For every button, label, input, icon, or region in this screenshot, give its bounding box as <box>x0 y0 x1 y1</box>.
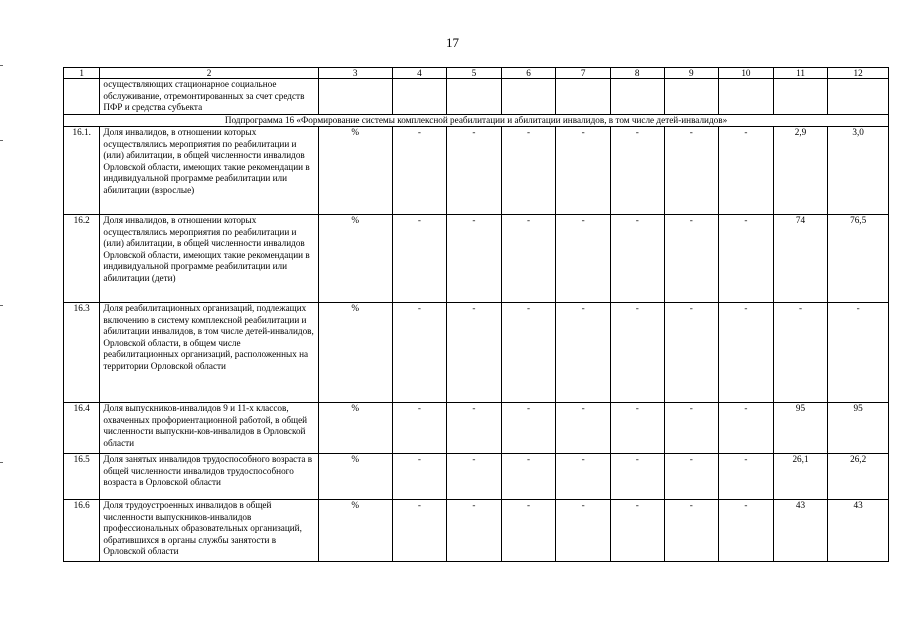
indicator-value: - <box>664 403 719 454</box>
indicator-number: 16.3 <box>64 303 100 403</box>
empty-cell <box>610 79 664 115</box>
empty-cell <box>773 79 828 115</box>
indicator-number: 16.1. <box>64 127 100 215</box>
indicator-value: - <box>447 303 502 403</box>
indicator-value: - <box>773 303 828 403</box>
indicator-value: 3,0 <box>828 127 889 215</box>
indicator-value: - <box>392 403 447 454</box>
indicator-value: - <box>828 303 889 403</box>
indicator-number: 16.6 <box>64 500 100 562</box>
edge-mark <box>0 462 3 463</box>
column-number-cell: 8 <box>610 68 664 79</box>
indicator-description: Доля инвалидов, в отношении которых осуществлялись мероприятия по реабилитации и (или) абилитации, в общей численности инвалидов Орловской области, имеющих такие рекомендации в индивидуальной программе реабилитации или абилитации (взрослые) <box>100 127 318 215</box>
indicator-value: - <box>392 500 447 562</box>
edge-mark <box>0 140 3 141</box>
indicator-value: - <box>556 500 611 562</box>
empty-cell <box>719 79 774 115</box>
empty-cell <box>392 79 447 115</box>
indicator-value: - <box>392 215 447 303</box>
column-number-cell: 7 <box>556 68 611 79</box>
indicator-unit: % <box>318 500 392 562</box>
indicator-value: - <box>556 215 611 303</box>
edge-mark <box>0 65 3 66</box>
indicator-value: - <box>719 215 774 303</box>
indicator-value: - <box>556 454 611 500</box>
column-number-cell: 11 <box>773 68 828 79</box>
column-number-row <box>64 68 889 79</box>
indicator-row <box>64 500 889 562</box>
indicator-value: - <box>392 454 447 500</box>
continuation-row <box>64 79 889 115</box>
continuation-num-cell <box>64 79 100 115</box>
indicator-value: - <box>392 127 447 215</box>
indicator-description: Доля занятых инвалидов трудоспособного возраста в общей численности инвалидов трудоспособного возраста в Орловской области <box>100 454 318 500</box>
indicator-value: - <box>556 403 611 454</box>
indicator-value: 95 <box>773 403 828 454</box>
indicator-value: 26,1 <box>773 454 828 500</box>
indicator-unit: % <box>318 303 392 403</box>
indicator-description: Доля выпускников-инвалидов 9 и 11-х классов, охваченных профориентационной работой, в общей численности выпускни-ков-инвалидов в Орловской области <box>100 403 318 454</box>
indicator-value: - <box>719 303 774 403</box>
indicator-value: - <box>719 454 774 500</box>
edge-mark <box>0 305 3 306</box>
indicator-value: 43 <box>828 500 889 562</box>
indicator-value: - <box>610 127 664 215</box>
indicator-row <box>64 127 889 215</box>
indicator-description: Доля инвалидов, в отношении которых осуществлялись мероприятия по реабилитации и (или) абилитации, в общей численности инвалидов Орловской области, имеющих такие рекомендации в индивидуальной программе реабилитации или абилитации (дети) <box>100 215 318 303</box>
indicator-value: - <box>447 500 502 562</box>
column-number-cell: 4 <box>392 68 447 79</box>
indicator-value: - <box>501 454 556 500</box>
column-number-cell: 10 <box>719 68 774 79</box>
indicator-value: - <box>664 500 719 562</box>
indicator-value: 74 <box>773 215 828 303</box>
indicator-row <box>64 215 889 303</box>
column-number-cell: 5 <box>447 68 502 79</box>
indicator-value: - <box>501 127 556 215</box>
indicator-value: - <box>664 303 719 403</box>
column-number-cell: 2 <box>100 68 318 79</box>
indicators-table <box>63 67 889 562</box>
empty-cell <box>447 79 502 115</box>
empty-cell <box>318 79 392 115</box>
empty-cell <box>664 79 719 115</box>
indicator-value: 76,5 <box>828 215 889 303</box>
column-number-cell: 12 <box>828 68 889 79</box>
indicator-value: - <box>610 303 664 403</box>
indicator-value: 43 <box>773 500 828 562</box>
indicator-row <box>64 303 889 403</box>
indicator-value: - <box>501 215 556 303</box>
subprogram-title: Подпрограмма 16 «Формирование системы комплексной реабилитации и абилитации инвалидов, в том числе детей-инвалидов» <box>64 115 889 127</box>
indicator-value: - <box>501 303 556 403</box>
indicator-value: - <box>392 303 447 403</box>
indicator-unit: % <box>318 215 392 303</box>
indicator-value: - <box>664 454 719 500</box>
indicator-unit: % <box>318 127 392 215</box>
indicator-unit: % <box>318 403 392 454</box>
empty-cell <box>501 79 556 115</box>
indicator-value: - <box>447 403 502 454</box>
indicator-value: - <box>556 303 611 403</box>
indicator-value: - <box>719 500 774 562</box>
subprogram-row <box>64 115 889 127</box>
indicator-unit: % <box>318 454 392 500</box>
indicator-value: - <box>501 403 556 454</box>
indicator-value: - <box>447 127 502 215</box>
indicator-description: Доля реабилитационных организаций, подлежащих включению в систему комплексной реабилитации и абилитации инвалидов, в том числе детей-инвалидов, Орловской области, в общем числе реабилитационных организаций, расположенных на территории Орловской области <box>100 303 318 403</box>
indicator-value: 26,2 <box>828 454 889 500</box>
indicator-value: - <box>610 454 664 500</box>
indicator-value: 2,9 <box>773 127 828 215</box>
indicator-value: - <box>501 500 556 562</box>
table-body <box>64 79 889 562</box>
indicator-description: Доля трудоустроенных инвалидов в общей численности выпускников-инвалидов профессиональных образовательных организаций, обратившихся в органы службы занятости в Орловской области <box>100 500 318 562</box>
indicator-number: 16.4 <box>64 403 100 454</box>
column-number-cell: 9 <box>664 68 719 79</box>
column-number-cell: 6 <box>501 68 556 79</box>
column-number-cell: 1 <box>64 68 100 79</box>
indicator-value: - <box>719 127 774 215</box>
indicator-value: - <box>610 215 664 303</box>
indicator-value: - <box>610 500 664 562</box>
indicator-value: - <box>719 403 774 454</box>
indicator-value: 95 <box>828 403 889 454</box>
indicator-number: 16.2 <box>64 215 100 303</box>
indicator-value: - <box>664 215 719 303</box>
indicator-row <box>64 403 889 454</box>
column-number-cell: 3 <box>318 68 392 79</box>
indicator-value: - <box>664 127 719 215</box>
indicator-value: - <box>610 403 664 454</box>
indicator-number: 16.5 <box>64 454 100 500</box>
indicator-value: - <box>556 127 611 215</box>
page-number: 17 <box>446 35 459 50</box>
empty-cell <box>828 79 889 115</box>
indicator-value: - <box>447 215 502 303</box>
empty-cell <box>556 79 611 115</box>
indicator-value: - <box>447 454 502 500</box>
indicator-row <box>64 454 889 500</box>
indicators-table-container <box>63 67 889 562</box>
continuation-description: осуществляющих стационарное социальное обслуживание, отремонтированных за счет средств ПФР и средства субъекта <box>100 79 318 115</box>
